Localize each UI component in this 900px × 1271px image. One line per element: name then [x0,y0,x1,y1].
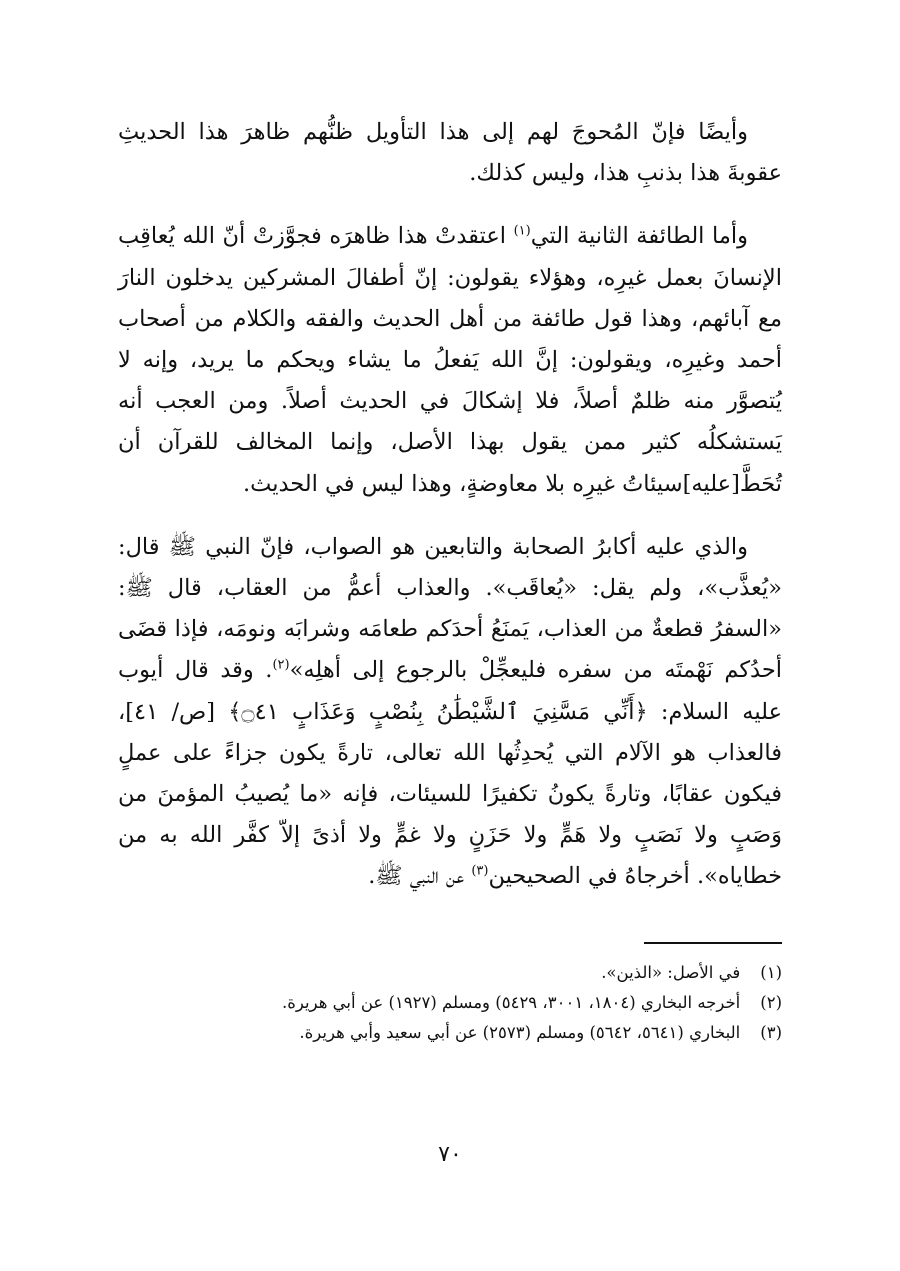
footnote-1 [118,958,782,988]
paragraph-3 [118,527,782,898]
page-number: ٧٠ [438,1142,462,1167]
paragraph-text: عن النبي ﷺ. [368,863,472,890]
footnote-number: (٣) [760,1022,782,1042]
footnote-text: أخرجه البخاري (١٨٠٤، ٣٠٠١، ٥٤٢٩) ومسلم (١٩٢٧) عن أبي هريرة. [282,992,741,1012]
paragraph-text: والذي عليه أكابرُ الصحابة والتابعين هو الصواب، فإنّ النبي ﷺ قال: «يُعذَّب»، ولم يقل: «يُعاقَب». والعذاب أعمُّ من العقاب، قال ﷺ: «السفرُ قطعةٌ من العذاب، يَمنَعُ أحدَكم طعامَه وشرابَه ونومَه، فإذا قضَى أحدُكم نَهْمتَه من سفره فليعجِّلْ بالرجوع إلى أهلِه» [118,533,783,684]
footnotes [118,958,782,1048]
footnote-2 [118,988,782,1018]
footnote-number: (١) [760,962,782,982]
footnote-text: في الأصل: «الذين». [601,962,741,982]
footnote-ref-2[interactable]: (٢) [272,657,290,673]
paragraph-text: اعتقدتْ هذا ظاهرَه فجوَّزتْ أنّ الله يُعاقِب الإنسانَ بعمل غيرِه، وهؤلاء يقولون: إنّ أطفالَ المشركين يدخلون النارَ مع آبائهم، وهذا قول طائفة من أهل الحديث والفقه والكلام من أصحاب أحمد وغيرِه، ويقولون: إنَّ الله يَفعلُ ما يشاء ويحكم ما يريد، وإنه لا يُتصوَّر منه ظلمٌ أصلاً، فلا إشكالَ في الحديث أصلاً. ومن العجب أنه يَستشكلُه كثير ممن يقول بهذا الأصل، وإنما المخالف للقرآن أن تُحَطَّ[عليه]سيئاتُ غيرِه بلا معاوضةٍ، وهذا ليس في الحديث. [118,223,782,497]
paragraph-text: . وقد قال أيوب عليه السلام: ﴿أَنِّي مَسَّنِيَ ٱلشَّيْطَٰنُ بِنُصْبٍ وَعَذَابٍ ۝٤١﴾ [ص/ ٤١]، فالعذاب هو الآلام التي يُحدِثُها الله تعالى، تارةً يكون جزاءً على عملٍ فيكون عقابًا، وتارةً يكونُ تكفيرًا للسيئات، فإنه «ما يُصيبُ المؤمنَ من وَصَبٍ ولا نَصَبٍ ولا هَمٍّ ولا حَزَنٍ ولا غمٍّ ولا أذىً إلاّ كفَّر الله به من خطاياه». أخرجاهُ في الصحيحين [118,657,782,890]
paragraph-text: وأما الطائفة الثانية التي [530,223,748,250]
footnote-ref-1[interactable]: (١) [513,223,531,239]
paragraph-2 [118,216,782,504]
paragraph-text: وأيضًا فإنّ المُحوجَ لهم إلى هذا التأويل ظنُّهم ظاهرَ هذا الحديثِ عقوبةَ هذا بذنبِ هذا، وليس كذلك. [118,119,782,187]
footnote-text: البخاري (٥٦٤١، ٥٦٤٢) ومسلم (٢٥٧٣) عن أبي سعيد وأبي هريرة. [299,1022,741,1042]
paragraph-1 [118,112,782,194]
page-body [118,112,782,1048]
footnote-number: (٢) [760,992,782,1012]
footnote-3 [118,1018,782,1048]
footnote-ref-3[interactable]: (٣) [471,863,489,879]
footnote-separator [644,942,782,944]
